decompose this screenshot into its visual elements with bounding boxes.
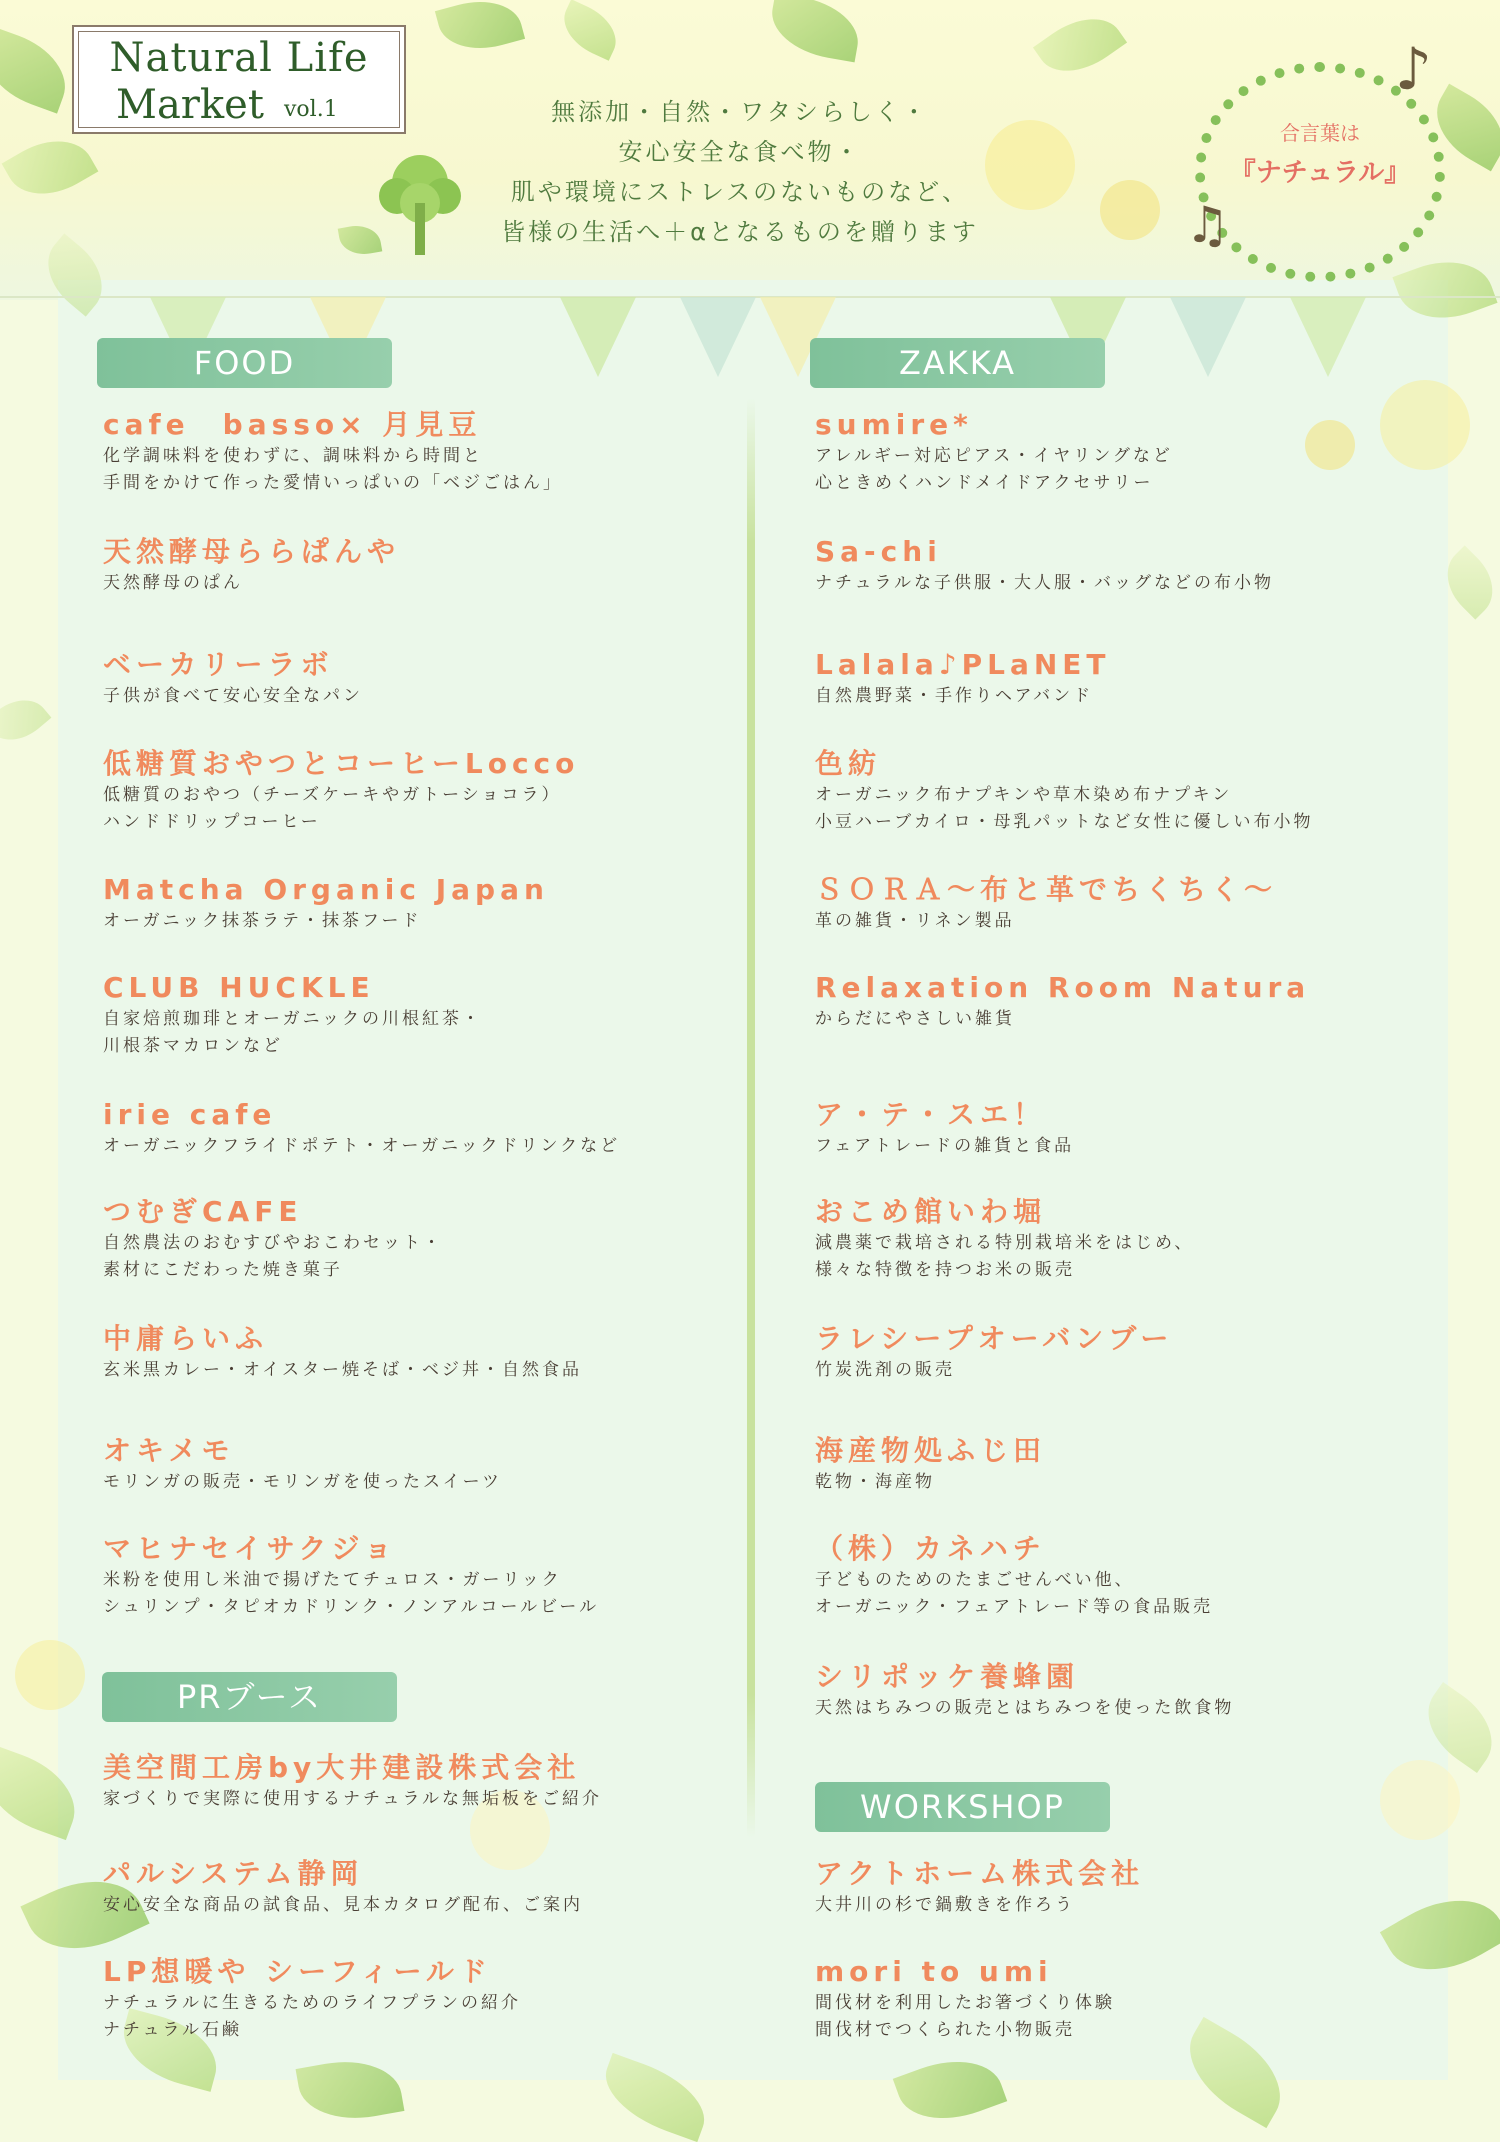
- vendor-entry: [103, 1195, 443, 1283]
- vendor-name: 海産物処ふじ田: [815, 1434, 1047, 1467]
- bunting-flag: [560, 297, 636, 377]
- vendor-name: sumire*: [815, 408, 973, 441]
- vendor-desc: 自家焙煎珈琲とオーガニックの川根紅茶・: [103, 1009, 482, 1029]
- vendor-entry: [103, 535, 400, 596]
- vendor-name: mori to umi: [815, 1955, 1053, 1988]
- event-title-box: [72, 25, 406, 134]
- vendor-entry: [103, 873, 549, 934]
- tagline-line: 皆様の生活へ＋αとなるものを贈ります: [501, 218, 979, 246]
- vendor-desc: 様々な特徴を持つお米の販売: [815, 1260, 1075, 1280]
- bunting-flag: [680, 297, 756, 377]
- vendor-entry: [103, 1434, 502, 1495]
- vendor-name: おこめ館いわ堀: [815, 1195, 1047, 1228]
- vendor-desc: モリンガの販売・モリンガを使ったスイーツ: [103, 1472, 502, 1492]
- vendor-entry: [815, 535, 1274, 596]
- tagline-line: 安心安全な食べ物・: [618, 138, 862, 166]
- vendor-entry: [815, 971, 1310, 1032]
- vendor-desc: 手間をかけて作った愛情いっぱいの「ベジごはん」: [103, 473, 563, 493]
- vendor-desc: 低糖質のおやつ（チーズケーキやガトーショコラ）: [103, 785, 562, 805]
- vendor-name: ベーカリーラボ: [103, 648, 334, 681]
- decor-dot: [1380, 380, 1470, 470]
- vendor-name: 天然酵母ららぱんや: [103, 535, 401, 568]
- vendor-entry: [815, 408, 1173, 496]
- category-workshop: WORKSHOP: [815, 1782, 1110, 1832]
- vendor-entry: [815, 873, 1277, 934]
- vendor-desc: オーガニック抹茶ラテ・抹茶フード: [103, 911, 422, 931]
- vendor-name: Sa-chi: [815, 535, 942, 568]
- password-label: 合言葉は: [1280, 121, 1360, 145]
- vendor-desc: 竹炭洗剤の販売: [815, 1360, 955, 1380]
- vendor-name: 中庸らいふ: [103, 1322, 269, 1355]
- event-volume: vol.1: [284, 97, 338, 122]
- vendor-name: Matcha Organic Japan: [103, 873, 549, 906]
- vendor-desc: 家づくりで実際に使用するナチュラルな無垢板をご紹介: [103, 1789, 602, 1809]
- vendor-name: つむぎCAFE: [103, 1195, 303, 1228]
- decor-dot: [1380, 1760, 1460, 1840]
- vendor-desc: 間伐材でつくられた小物販売: [815, 2020, 1075, 2040]
- vendor-name: LP想暖や シーフィールド: [103, 1955, 492, 1988]
- vendor-desc: 米粉を使用し米油で揚げたてチュロス・ガーリック: [103, 1570, 562, 1590]
- vendor-name: パルシステム静岡: [103, 1857, 364, 1890]
- vendor-name: シリポッケ養蜂園: [815, 1660, 1080, 1693]
- vendor-entry: [815, 1857, 1144, 1918]
- vendor-name: CLUB HUCKLE: [103, 971, 375, 1004]
- decor-dot: [15, 1640, 85, 1710]
- vendor-name: マヒナセイサクジョ: [103, 1532, 397, 1565]
- vendor-entry: [103, 648, 363, 709]
- vendor-desc: 子どものためのたまごせんべい他、: [815, 1570, 1135, 1590]
- password-value: 『ナチュラル』: [1229, 158, 1411, 188]
- vendor-entry: [815, 747, 1313, 835]
- vendor-name: Lalala♪PLaNET: [815, 648, 1111, 681]
- vendor-desc: 子供が食べて安心安全なパン: [103, 686, 363, 706]
- vendor-desc: ナチュラル石鹸: [103, 2020, 242, 2040]
- vendor-desc: シュリンプ・タピオカドリンク・ノンアルコールビール: [103, 1597, 600, 1617]
- vendor-desc: ナチュラルな子供服・大人服・バッグなどの布小物: [815, 573, 1274, 593]
- event-title-line1: Natural Life: [109, 35, 369, 81]
- vendor-entry: [815, 1322, 1173, 1383]
- event-title-line2: Market: [116, 82, 264, 128]
- category-pr: PRブース: [102, 1672, 397, 1722]
- vendor-desc: 天然はちみつの販売とはちみつを使った飲食物: [815, 1698, 1235, 1718]
- vendor-entry: [103, 1098, 620, 1159]
- vendor-entry: [103, 747, 579, 835]
- vendor-entry: [103, 1857, 583, 1918]
- vendor-desc: 自然農野菜・手作りヘアバンド: [815, 686, 1094, 706]
- vendor-name: アクトホーム株式会社: [815, 1857, 1145, 1890]
- music-note-icon: ♪: [1395, 35, 1433, 103]
- vendor-entry: [103, 1322, 582, 1383]
- decor-dot: [1305, 420, 1355, 470]
- vendor-desc: 心ときめくハンドメイドアクセサリー: [815, 473, 1154, 493]
- vendor-desc: 乾物・海産物: [815, 1472, 935, 1492]
- vendor-desc: 素材にこだわった焼き菓子: [103, 1260, 343, 1280]
- vendor-name: ラレシープオーバンブー: [815, 1322, 1174, 1355]
- decor-dot: [1100, 180, 1160, 240]
- vendor-entry: [815, 1434, 1046, 1495]
- vendor-desc: 減農薬で栽培される特別栽培米をはじめ、: [815, 1233, 1195, 1253]
- vendor-entry: [815, 1532, 1213, 1620]
- category-food: FOOD: [97, 338, 392, 388]
- tagline-line: 無添加・自然・ワタシらしく・: [551, 98, 929, 126]
- vendor-desc: 革の雑貨・リネン製品: [815, 911, 1015, 931]
- vendor-name: irie cafe: [103, 1098, 277, 1131]
- vendor-desc: 大井川の杉で鍋敷きを作ろう: [815, 1895, 1075, 1915]
- vendor-name: cafe basso× 月見豆: [103, 408, 482, 441]
- vendor-name: オキメモ: [103, 1434, 235, 1467]
- column-divider: [747, 398, 755, 1838]
- vendor-entry: [815, 1660, 1234, 1721]
- vendor-desc: からだにやさしい雑貨: [815, 1009, 1015, 1029]
- vendor-desc: 小豆ハーブカイロ・母乳パットなど女性に優しい布小物: [815, 812, 1314, 832]
- vendor-desc: オーガニック・フェアトレード等の食品販売: [815, 1597, 1214, 1617]
- vendor-entry: [815, 648, 1111, 709]
- leaf-icon: [0, 687, 51, 753]
- music-note-icon: ♫: [1185, 196, 1230, 254]
- vendor-desc: ハンドドリップコーヒー: [103, 812, 321, 832]
- vendor-entry: [103, 408, 563, 496]
- vendor-entry: [815, 1195, 1194, 1283]
- vendor-desc: 間伐材を利用したお箸づくり体験: [815, 1993, 1115, 2013]
- vendor-name: 低糖質おやつとコーヒーLocco: [103, 747, 580, 780]
- vendor-name: 美空間工房by大井建設株式会社: [103, 1751, 581, 1784]
- vendor-desc: オーガニック布ナプキンや草木染め布ナプキン: [815, 785, 1233, 805]
- vendor-name: ＳＯＲＡ～布と革でちくちく～: [815, 873, 1278, 906]
- event-tagline: [440, 92, 1040, 252]
- vendor-entry: [103, 971, 482, 1059]
- vendor-entry: [103, 1532, 599, 1620]
- vendor-desc: アレルギー対応ピアス・イヤリングなど: [815, 446, 1173, 466]
- vendor-desc: 川根茶マカロンなど: [103, 1036, 283, 1056]
- vendor-desc: 天然酵母のぱん: [103, 573, 243, 593]
- category-zakka: ZAKKA: [810, 338, 1105, 388]
- vendor-entry: [103, 1955, 521, 2043]
- vendor-entry: [815, 1955, 1115, 2043]
- vendor-desc: 化学調味料を使わずに、調味料から時間と: [103, 446, 483, 466]
- vendor-desc: 安心安全な商品の試食品、見本カタログ配布、ご案内: [103, 1895, 583, 1915]
- vendor-name: Relaxation Room Natura: [815, 971, 1311, 1004]
- vendor-name: （株）カネハチ: [815, 1532, 1046, 1565]
- vendor-desc: 玄米黒カレー・オイスター焼そば・ベジ丼・自然食品: [103, 1360, 582, 1380]
- vendor-desc: ナチュラルに生きるためのライフプランの紹介: [103, 1993, 521, 2013]
- bunting-flag: [1290, 297, 1366, 377]
- vendor-entry: [103, 1751, 602, 1812]
- tagline-line: 肌や環境にストレスのないものなど、: [510, 178, 970, 206]
- vendor-name: 色紡: [815, 747, 882, 780]
- vendor-desc: オーガニックフライドポテト・オーガニックドリンクなど: [103, 1136, 621, 1156]
- vendor-desc: 自然農法のおむすびやおこわセット・: [103, 1233, 443, 1253]
- bunting-flag: [1170, 297, 1246, 377]
- vendor-desc: フェアトレードの雑貨と食品: [815, 1136, 1075, 1156]
- vendor-name: ア・テ・スエ！: [815, 1098, 1047, 1131]
- vendor-entry: [815, 1098, 1074, 1159]
